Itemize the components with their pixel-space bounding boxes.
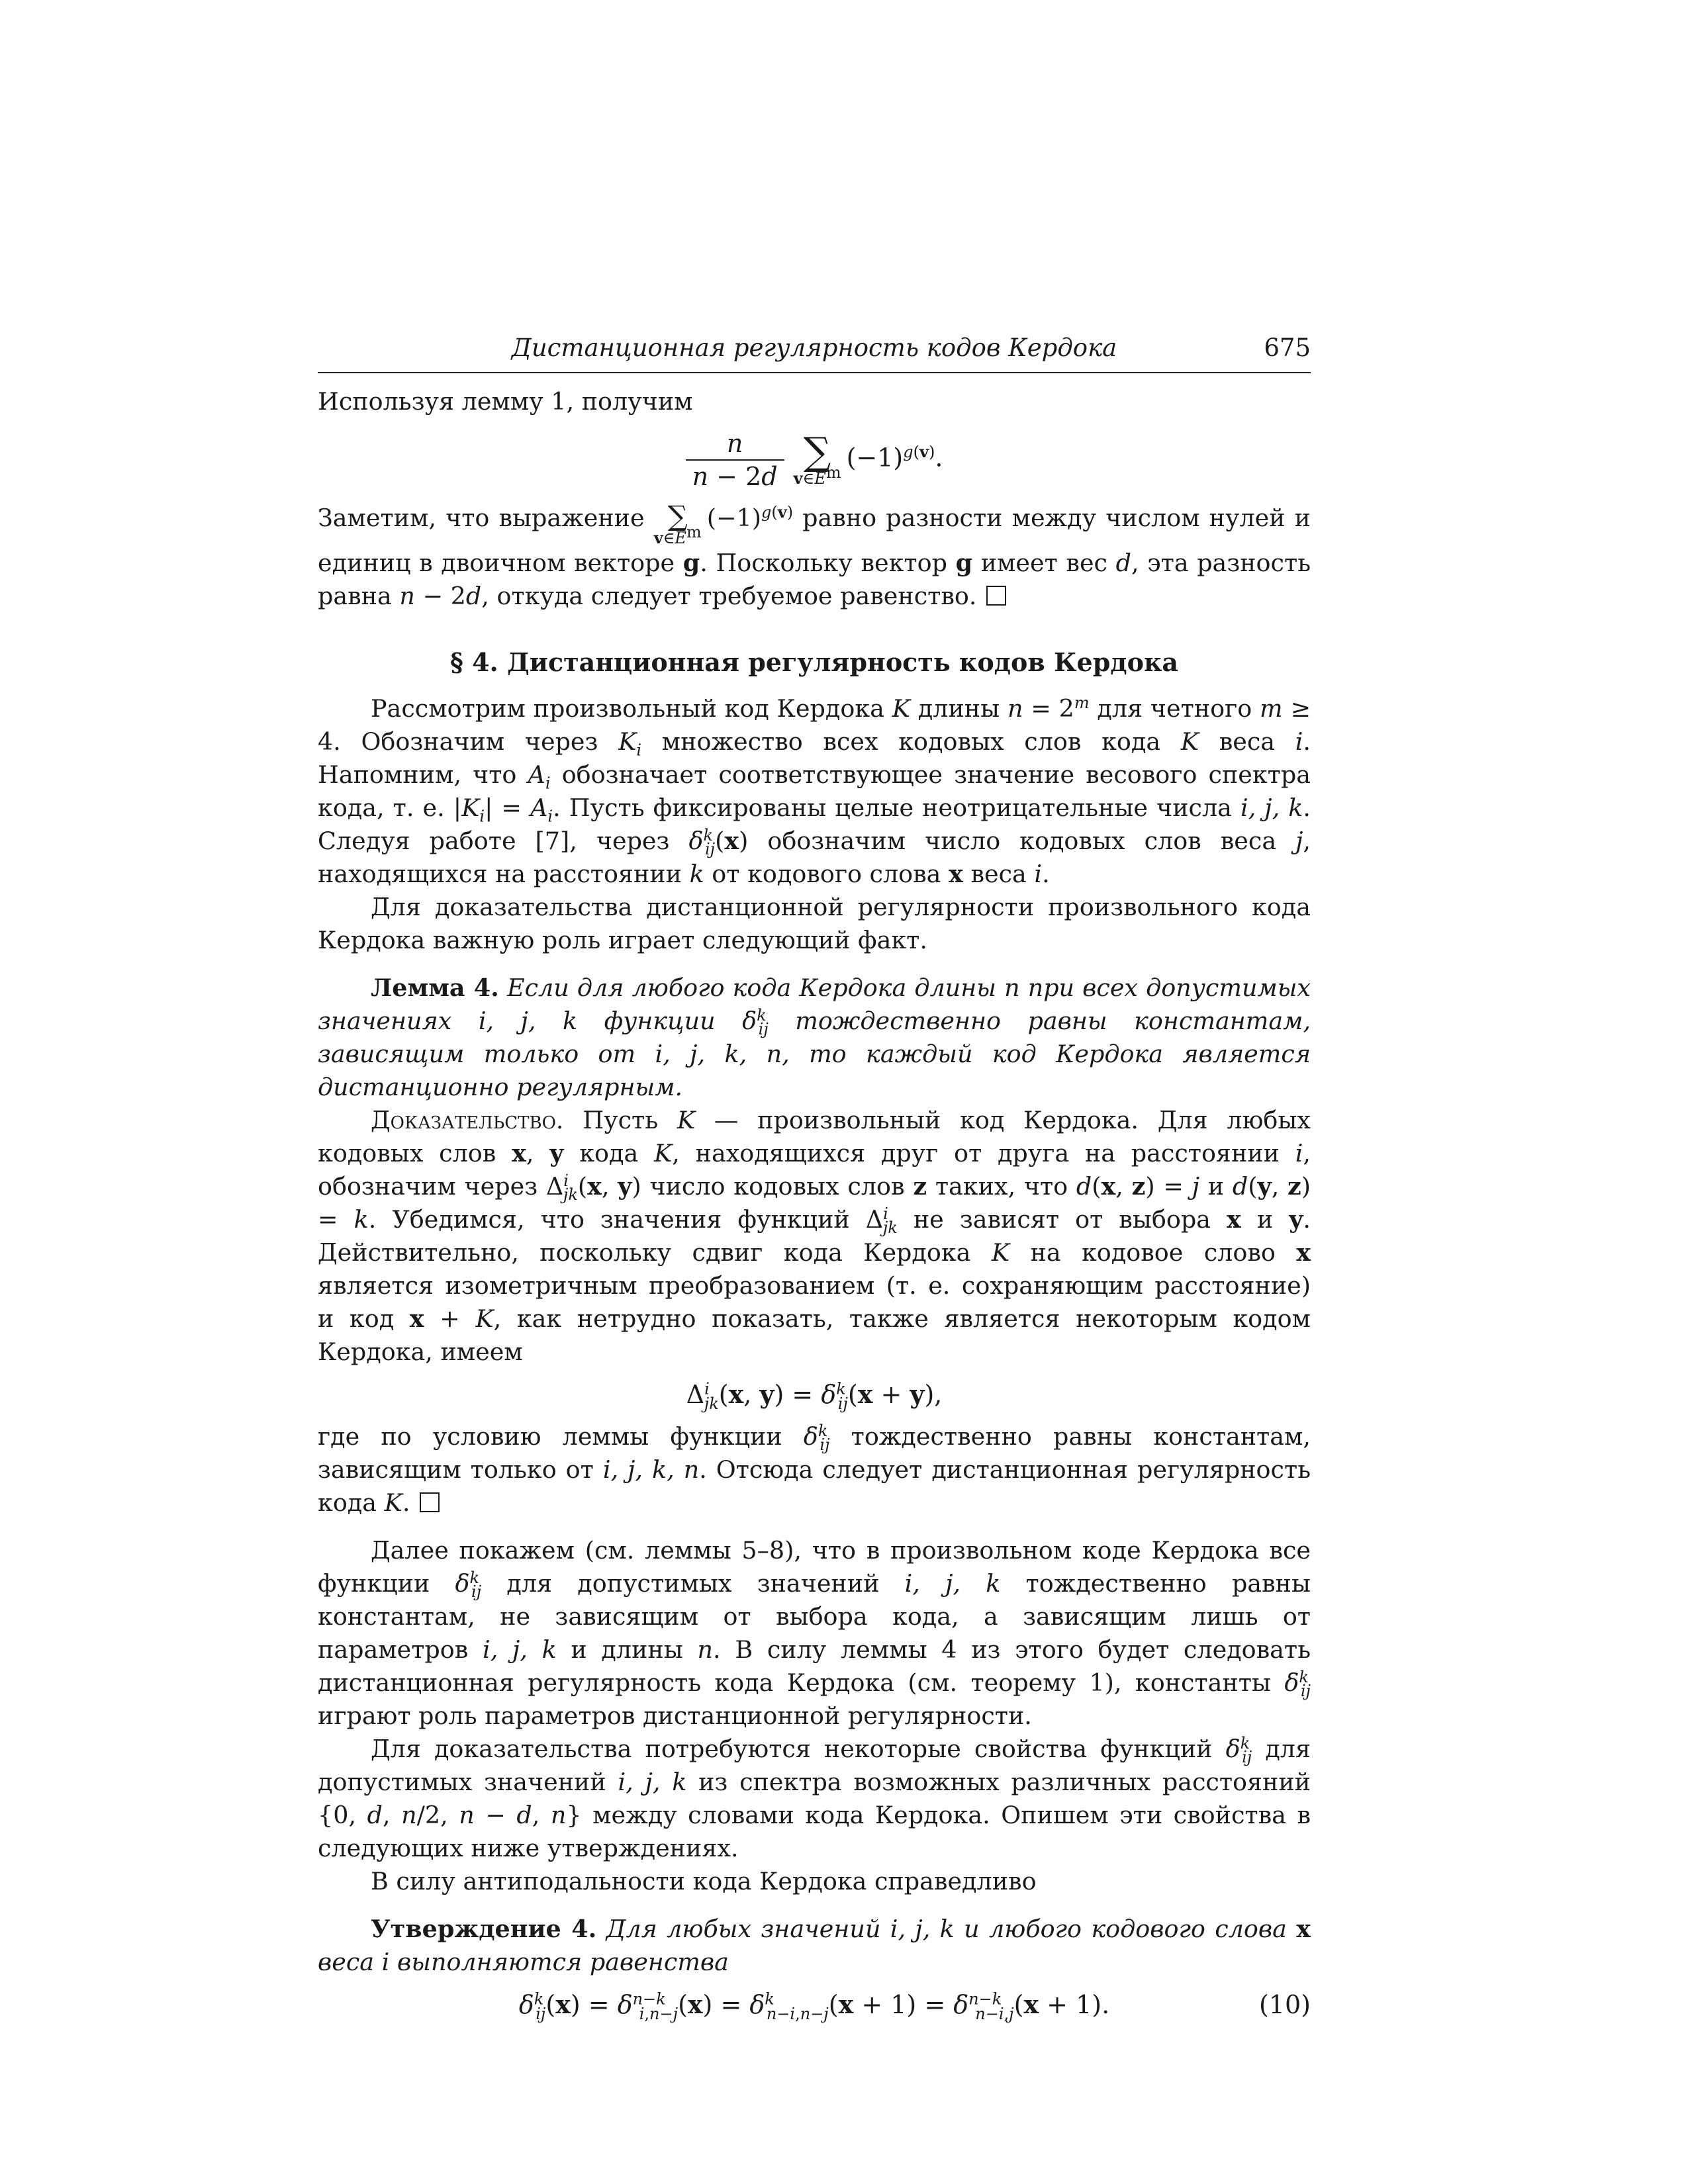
qed-icon xyxy=(986,586,1006,606)
equation-sum: $\frac{n}{n - 2d}$ ∑ $v\in E^m$ $(-1)^{g(v)}$. xyxy=(318,428,1311,492)
equation-number: (10) xyxy=(1258,1990,1311,2019)
page xyxy=(318,331,1311,2030)
paragraph-3: Далее покажем (см. леммы 5–8), что в произвольном коде Кердока все функции $\delta^k_{ij}$ для допустимых значений i, j, k тождественно равны константам, не зависящим от выбора кода, а зависящим лишь от параметров i, j, k и длины n. В силу леммы 4 из этого будет следовать дистанционная регулярность кода Кердока (см. теорему 1), константы $\delta^k_{ij}$ играют роль параметров дистанционной регулярности. xyxy=(318,1536,1311,1730)
lemma-4: Лемма 4. Если для любого кода Кердока длины n при всех допустимых значениях i, j, k функции $\delta^k_{ij}$ тождественно равны константам, зависящим только от i, j, k, n, то каждый код Кердока является дистанционно регулярным. xyxy=(318,974,1311,1101)
page-number: 675 xyxy=(1264,334,1311,362)
qed-icon xyxy=(420,1492,440,1512)
intro-line: Используя лемму 1, получим xyxy=(318,387,693,416)
paragraph-4: Для доказательства потребуются некоторые свойства функций $\delta^k_{ij}$ для допустимых значений i, j, k из спектра возможных различных расстояний {0, d, n/2, n − d, n} между словами кода Кердока. Опишем эти свойства в следующих ниже утверждениях. xyxy=(318,1733,1311,1862)
section-title: § 4. Дистанционная регулярность кодов Кердока xyxy=(449,647,1179,677)
proof-lemma-4: Доказательство. Пусть K — произвольный код Кердока. Для любых кодовых слов x, y кода K, находящихся друг от друга на расстоянии i, обозначим через $\Delta^i_{jk}(x$, y) число кодовых слов z таких, что d(x, z) = j и d(y, z) = k. Убедимся, что значения функций $\Delta^i_{jk}$ не зависят от выбора x и y. Действительно, поскольку сдвиг кода Кердока K на кодовое слово x является изометричным преобразованием (т. е. сохраняющим расстояние) и код x + K, как нетрудно показать, также является некоторым кодом Кердока, имеем xyxy=(318,1106,1311,1366)
paragraph-1: Рассмотрим произвольный код Кердока K длины $n = 2^m$ для четного m ≥ 4. Обозначим через $K_i$ множество всех кодовых слов кода K веса i. Напомним, что $A_i$ обозначает соответствующее значение весового спектра кода, т. е. $|K_i| = A_i$. Пусть фиксированы целые неотрицательные числа i, j, k. Следуя работе [7], через $\delta^k_{ij}(x)$ обозначим число кодовых слов веса j, находящихся на расстоянии k от кодового слова x веса i. xyxy=(318,693,1311,888)
equation-delta: $\Delta^i_{jk}(x$, $y) = \delta^k_{ij}(x + y)$, xyxy=(686,1379,943,1413)
paragraph-2: Для доказательства дистанционной регулярности произвольного кода Кердока важную роль играет следующий факт. xyxy=(318,893,1311,954)
paragraph-5: В силу антиподальности кода Кердока справедливо xyxy=(371,1867,1037,1895)
statement-4: Утверждение 4. Для любых значений i, j, k и любого кодового слова x веса i выполняются равенства xyxy=(318,1915,1311,1976)
running-title: Дистанционная регулярность кодов Кердока xyxy=(511,334,1117,362)
paragraph-remark: Заметим, что выражение ∑ $v\in E^m$ $(-1)^{g(v)}$ равно разности между числом нулей и единиц в двоичном векторе g. Поскольку вектор g имеет вес d, эта разность равна n − 2d, откуда следует требуемое равенство. xyxy=(318,500,1311,610)
equation-10: $\delta^k_{ij}(x) = \delta^{n-k}_{i,n-j}(x) = \delta^k_{n-i,n-j}(x + 1) = \delta^{n-k}_{n-i,j}(x + 1)$. (10) xyxy=(518,1989,1311,2023)
paragraph-after-equation: где по условию леммы функции $\delta^k_{ij}$ тождественно равны константам, зависящим только от i, j, k, n. Отсюда следует дистанционная регулярность кода K. xyxy=(318,1421,1311,1517)
running-head xyxy=(318,331,1311,373)
main-text xyxy=(318,385,1311,2021)
